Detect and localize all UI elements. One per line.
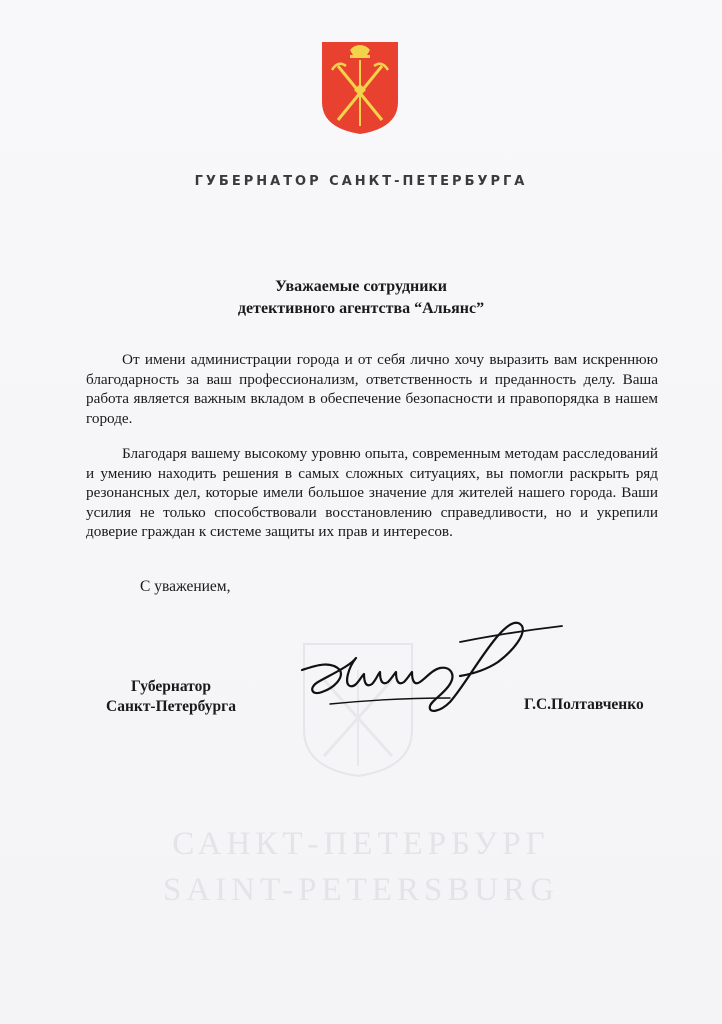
handwritten-signature-icon: [300, 608, 570, 738]
signatory-name: Г.С.Полтавченко: [524, 696, 644, 713]
letterhead-title: ГУБЕРНАТОР САНКТ-ПЕТЕРБУРГА: [194, 174, 528, 189]
closing: С уважением,: [140, 578, 231, 595]
salutation: [0, 276, 722, 320]
body-paragraph: От имени администрации города и от себя лично хочу выразить вам искреннюю благодарность за ваш профессионализм, ответственность и преданность делу. Ваша работа является важным вкладом в обеспечение безопасности и правопорядка в нашем городе.: [86, 351, 658, 427]
body-paragraph: Благодаря вашему высокому уровню опыта, современным методам расследований и умению находить решения в самых сложных ситуациях, вы помогли раскрыть ряд резонансных дел, которые имели большое значение для жителей нашего города. Ваши усилия не только способствовали восстановлению справедливости, но и укрепили доверие граждан к системе защиты их прав и интересов.: [86, 445, 658, 540]
watermark-text: САНКТ-ПЕТЕРБУРГ: [172, 826, 550, 862]
watermark-text: SAINT-PETERSBURG: [163, 872, 559, 908]
st-petersburg-coat-of-arms-icon: [320, 40, 400, 136]
signatory-title-line: Губернатор: [131, 678, 211, 695]
signatory-title-line: Санкт-Петербурга: [106, 698, 236, 715]
signatory-title: [86, 677, 256, 717]
salutation-line: Уважаемые сотрудники: [275, 278, 447, 295]
salutation-line: детективного агентства “Альянс”: [237, 300, 485, 317]
